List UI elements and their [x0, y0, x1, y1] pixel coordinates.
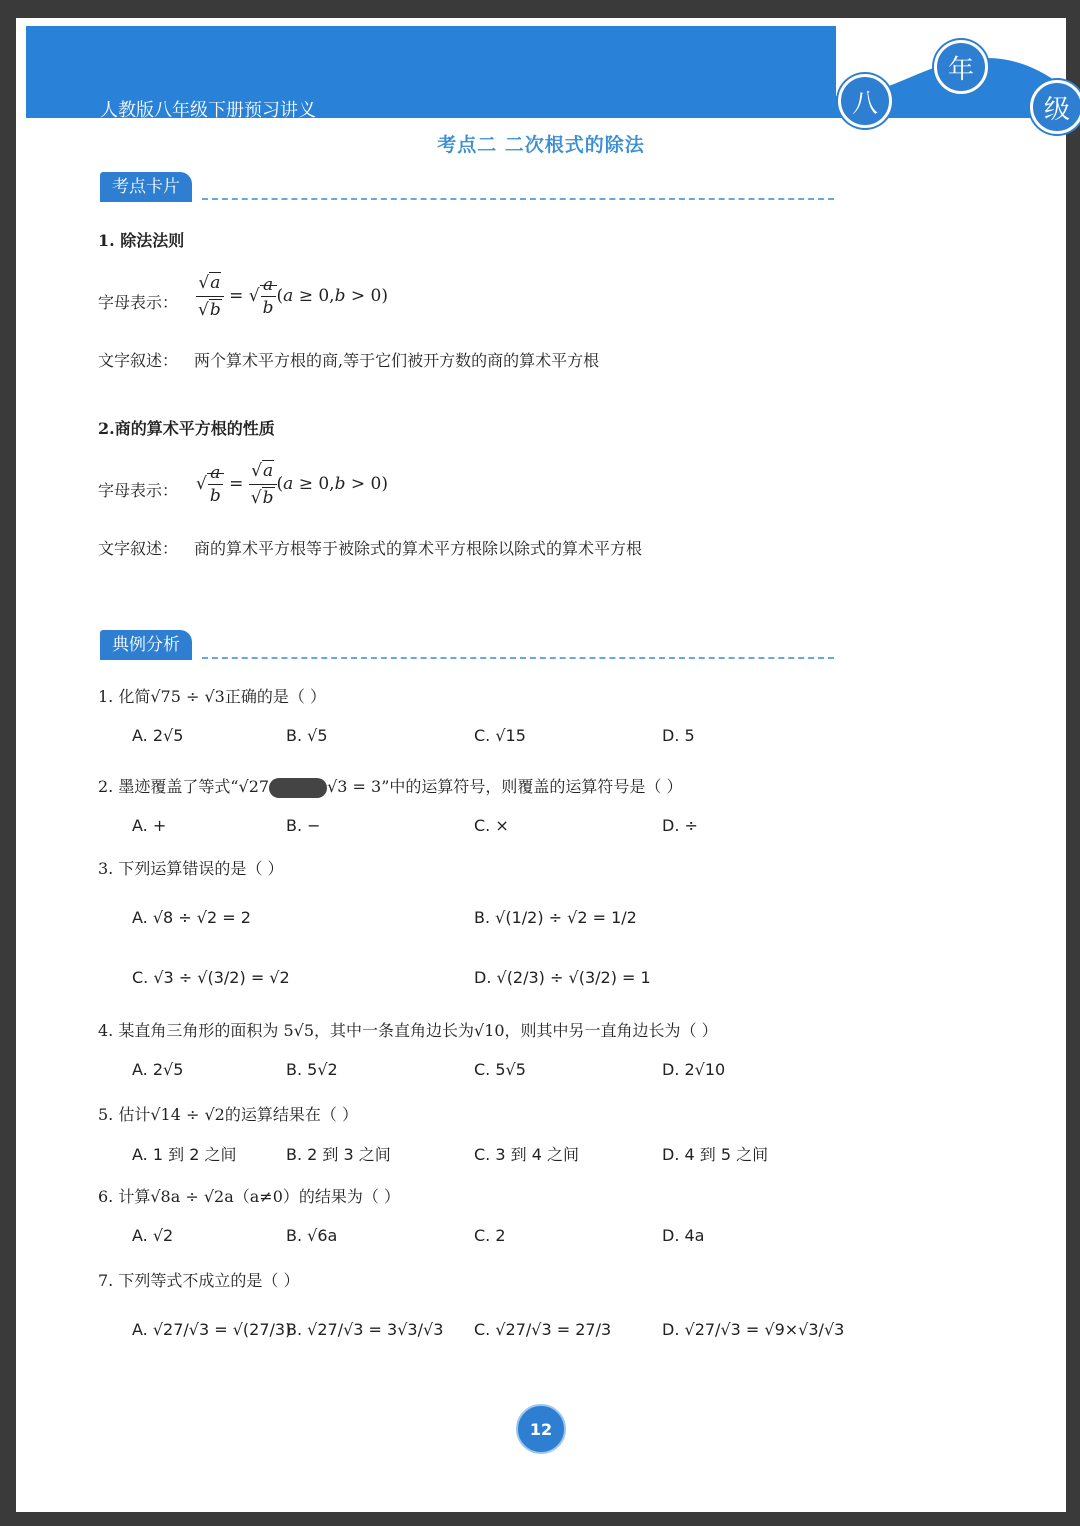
- worksheet-page: [16, 18, 1070, 1512]
- q2-option-d[interactable]: D. ÷: [662, 816, 698, 835]
- page-number: 12: [516, 1404, 566, 1454]
- book-title: 人教版八年级下册预习讲义: [100, 100, 316, 121]
- q5-stem: 5. 估计√14 ÷ √2的运算结果在（ ）: [98, 1105, 358, 1124]
- q3-option-b[interactable]: B. √(1/2) ÷ √2 = 1/2: [474, 908, 637, 927]
- examples-tab: 典例分析: [100, 630, 192, 660]
- grade-badge-nian: 年: [934, 40, 988, 94]
- card-divider: [202, 198, 834, 200]
- q7-option-d[interactable]: D. √27/√3 = √9×√3/√3: [662, 1320, 845, 1339]
- q3-option-c[interactable]: C. √3 ÷ √(3/2) = √2: [132, 968, 290, 987]
- q5-option-c[interactable]: C. 3 到 4 之间: [474, 1145, 579, 1164]
- rule2-letter-label: 字母表示：: [98, 481, 179, 500]
- q5-option-a[interactable]: A. 1 到 2 之间: [132, 1145, 237, 1164]
- q6-stem: 6. 计算√8a ÷ √2a（a≠0）的结果为（ ）: [98, 1187, 400, 1206]
- ink-blot: [269, 778, 327, 798]
- rule2-formula: √ $\frac{a}{b}$ = $\frac{√a}{√b}$ (a ≥ 0,b > 0): [196, 458, 388, 511]
- rule2-text-label: 文字叙述：: [98, 539, 179, 558]
- q7-stem: 7. 下列等式不成立的是（ ）: [98, 1271, 300, 1290]
- q7-option-b[interactable]: B. √27/√3 = 3√3/√3: [286, 1320, 444, 1339]
- section-title: 考点二 二次根式的除法: [437, 134, 645, 156]
- q1-stem: 1. 化简√75 ÷ √3正确的是（ ）: [98, 687, 326, 706]
- q3-option-a[interactable]: A. √8 ÷ √2 = 2: [132, 908, 251, 927]
- q3-option-d[interactable]: D. √(2/3) ÷ √(3/2) = 1: [474, 968, 651, 987]
- rule1-text-label: 文字叙述：: [98, 351, 179, 370]
- q6-option-c[interactable]: C. 2: [474, 1226, 506, 1245]
- q5-option-b[interactable]: B. 2 到 3 之间: [286, 1145, 391, 1164]
- q7-option-c[interactable]: C. √27/√3 = 27/3: [474, 1320, 612, 1339]
- q3-stem: 3. 下列运算错误的是（ ）: [98, 859, 284, 878]
- rule2-text: 商的算术平方根等于被除式的算术平方根除以除式的算术平方根: [194, 539, 643, 558]
- q4-option-b[interactable]: B. 5√2: [286, 1060, 338, 1079]
- q2-stem-part2: √3 = 3”中的运算符号，则覆盖的运算符号是（ ）: [327, 777, 683, 796]
- rule1-heading: 1. 除法法则: [98, 231, 185, 250]
- q1-option-a[interactable]: A. 2√5: [132, 726, 184, 745]
- q4-option-c[interactable]: C. 5√5: [474, 1060, 526, 1079]
- q1-option-c[interactable]: C. √15: [474, 726, 526, 745]
- grade-badge-ji: 级: [1030, 80, 1080, 134]
- q1-option-b[interactable]: B. √5: [286, 726, 328, 745]
- q5-option-d[interactable]: D. 4 到 5 之间: [662, 1145, 769, 1164]
- q2-stem: [98, 774, 683, 798]
- q2-stem-part1: 2. 墨迹覆盖了等式“√27: [98, 777, 270, 796]
- q4-option-d[interactable]: D. 2√10: [662, 1060, 726, 1079]
- rule1-letter-label: 字母表示：: [98, 293, 179, 312]
- card-tab: 考点卡片: [100, 172, 192, 202]
- q6-option-d[interactable]: D. 4a: [662, 1226, 705, 1245]
- rule2-heading: 2.商的算术平方根的性质: [98, 419, 275, 438]
- q4-stem: 4. 某直角三角形的面积为 5√5，其中一条直角边长为√10，则其中另一直角边长为（ ）: [98, 1021, 718, 1040]
- q2-option-a[interactable]: A. +: [132, 816, 167, 835]
- rule1-formula: $\frac{√a}{√b}$ = √ $\frac{a}{b}$ (a ≥ 0,b > 0): [196, 270, 388, 323]
- examples-divider: [202, 657, 834, 659]
- q6-option-b[interactable]: B. √6a: [286, 1226, 338, 1245]
- q6-option-a[interactable]: A. √2: [132, 1226, 174, 1245]
- q1-option-d[interactable]: D. 5: [662, 726, 695, 745]
- q7-option-a[interactable]: A. √27/√3 = √(27/3): [132, 1320, 292, 1339]
- grade-badge-ba: 八: [838, 74, 892, 128]
- rule1-text: 两个算术平方根的商,等于它们被开方数的商的算术平方根: [194, 351, 600, 370]
- q2-option-b[interactable]: B. −: [286, 816, 321, 835]
- q2-option-c[interactable]: C. ×: [474, 816, 509, 835]
- q4-option-a[interactable]: A. 2√5: [132, 1060, 184, 1079]
